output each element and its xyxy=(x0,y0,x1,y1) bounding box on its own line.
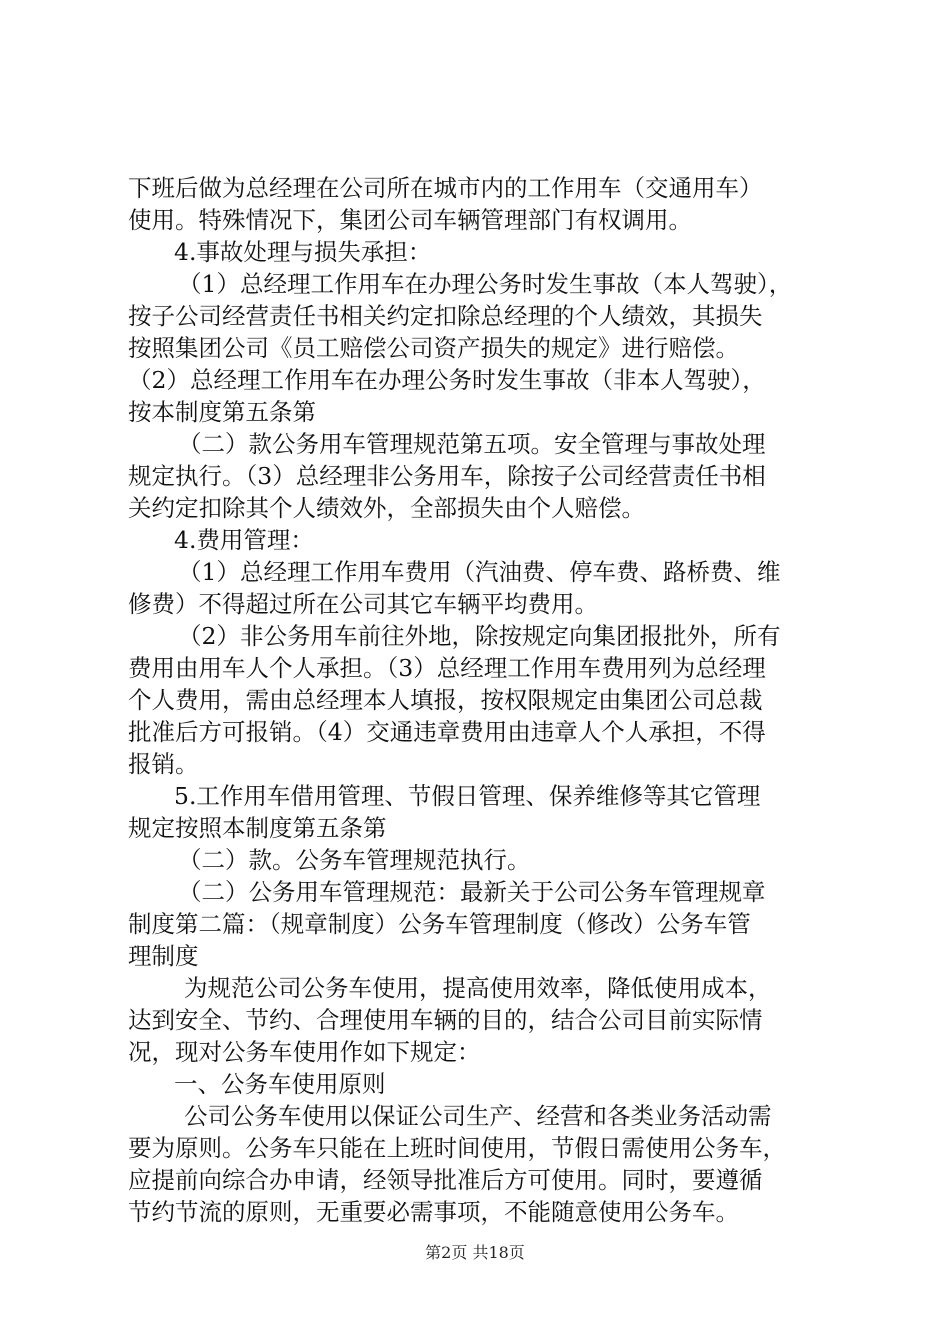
text-line: 达到安全、节约、合理使用车辆的目的，结合公司目前实际情 xyxy=(128,1006,763,1034)
text-line: 4.事故处理与损失承担： xyxy=(174,238,432,266)
text-line: （1）总经理工作用车在办理公务时发生事故（本人驾驶）， xyxy=(178,270,793,298)
text-line: 规定执行。（3）总经理非公务用车，除按子公司经营责任书相 xyxy=(128,462,766,490)
text-line: 要为原则。公务车只能在上班时间使用，节假日需使用公务车， xyxy=(128,1134,786,1162)
text-line: 应提前向综合办申请，经领导批准后方可使用。同时，要遵循 xyxy=(128,1166,763,1194)
text-line: 5.工作用车借用管理、节假日管理、保养维修等其它管理 xyxy=(174,782,761,810)
text-line: （二）公务用车管理规范：最新关于公司公务车管理规章 xyxy=(178,878,766,906)
text-line: 费用由用车人个人承担。（3）总经理工作用车费用列为总经理 xyxy=(128,654,766,682)
text-line: （二）款。公务车管理规范执行。 xyxy=(178,846,531,874)
document-body xyxy=(128,172,840,1228)
text-line: 个人费用，需由总经理本人填报，按权限规定由集团公司总裁 xyxy=(128,686,763,714)
text-line: 按照集团公司《员工赔偿公司资产损失的规定》进行赔偿。 xyxy=(128,334,739,362)
text-line: 节约节流的原则，无重要必需事项，不能随意使用公务车。 xyxy=(128,1198,739,1226)
text-line: （2）总经理工作用车在办理公务时发生事故（非本人驾驶）， xyxy=(128,366,766,394)
text-line: 使用。特殊情况下，集团公司车辆管理部门有权调用。 xyxy=(128,206,692,234)
text-line: 关约定扣除其个人绩效外，全部损失由个人赔偿。 xyxy=(128,494,645,522)
text-line: 按本制度第五条第 xyxy=(128,398,316,426)
text-line: 修费）不得超过所在公司其它车辆平均费用。 xyxy=(128,590,598,618)
text-line: 报销。 xyxy=(128,750,199,778)
page-footer: 第2页 共18页 xyxy=(425,1243,525,1262)
text-line: 为规范公司公务车使用，提高使用效率，降低使用成本， xyxy=(184,974,772,1002)
text-line: 4.费用管理： xyxy=(174,526,314,554)
text-line: 公司公务车使用以保证公司生产、经营和各类业务活动需 xyxy=(184,1102,772,1130)
text-line: 规定按照本制度第五条第 xyxy=(128,814,387,842)
text-line: （2）非公务用车前往外地，除按规定向集团报批外，所有 xyxy=(178,622,781,650)
text-line: 况，现对公务车使用作如下规定： xyxy=(128,1038,481,1066)
text-line: 制度第二篇：（规章制度）公务车管理制度（修改）公务车管 xyxy=(128,910,751,938)
text-line: 批准后方可报销。（4）交通违章费用由违章人个人承担，不得 xyxy=(128,718,766,746)
text-line: 理制度 xyxy=(128,942,199,970)
text-line: 一、公务车使用原则 xyxy=(174,1070,386,1098)
text-line: 按子公司经营责任书相关约定扣除总经理的个人绩效，其损失 xyxy=(128,302,763,330)
text-line: （二）款公务用车管理规范第五项。安全管理与事故处理 xyxy=(178,430,766,458)
text-line: 下班后做为总经理在公司所在城市内的工作用车（交通用车） xyxy=(128,174,763,202)
text-line: （1）总经理工作用车费用（汽油费、停车费、路桥费、维 xyxy=(178,558,781,586)
